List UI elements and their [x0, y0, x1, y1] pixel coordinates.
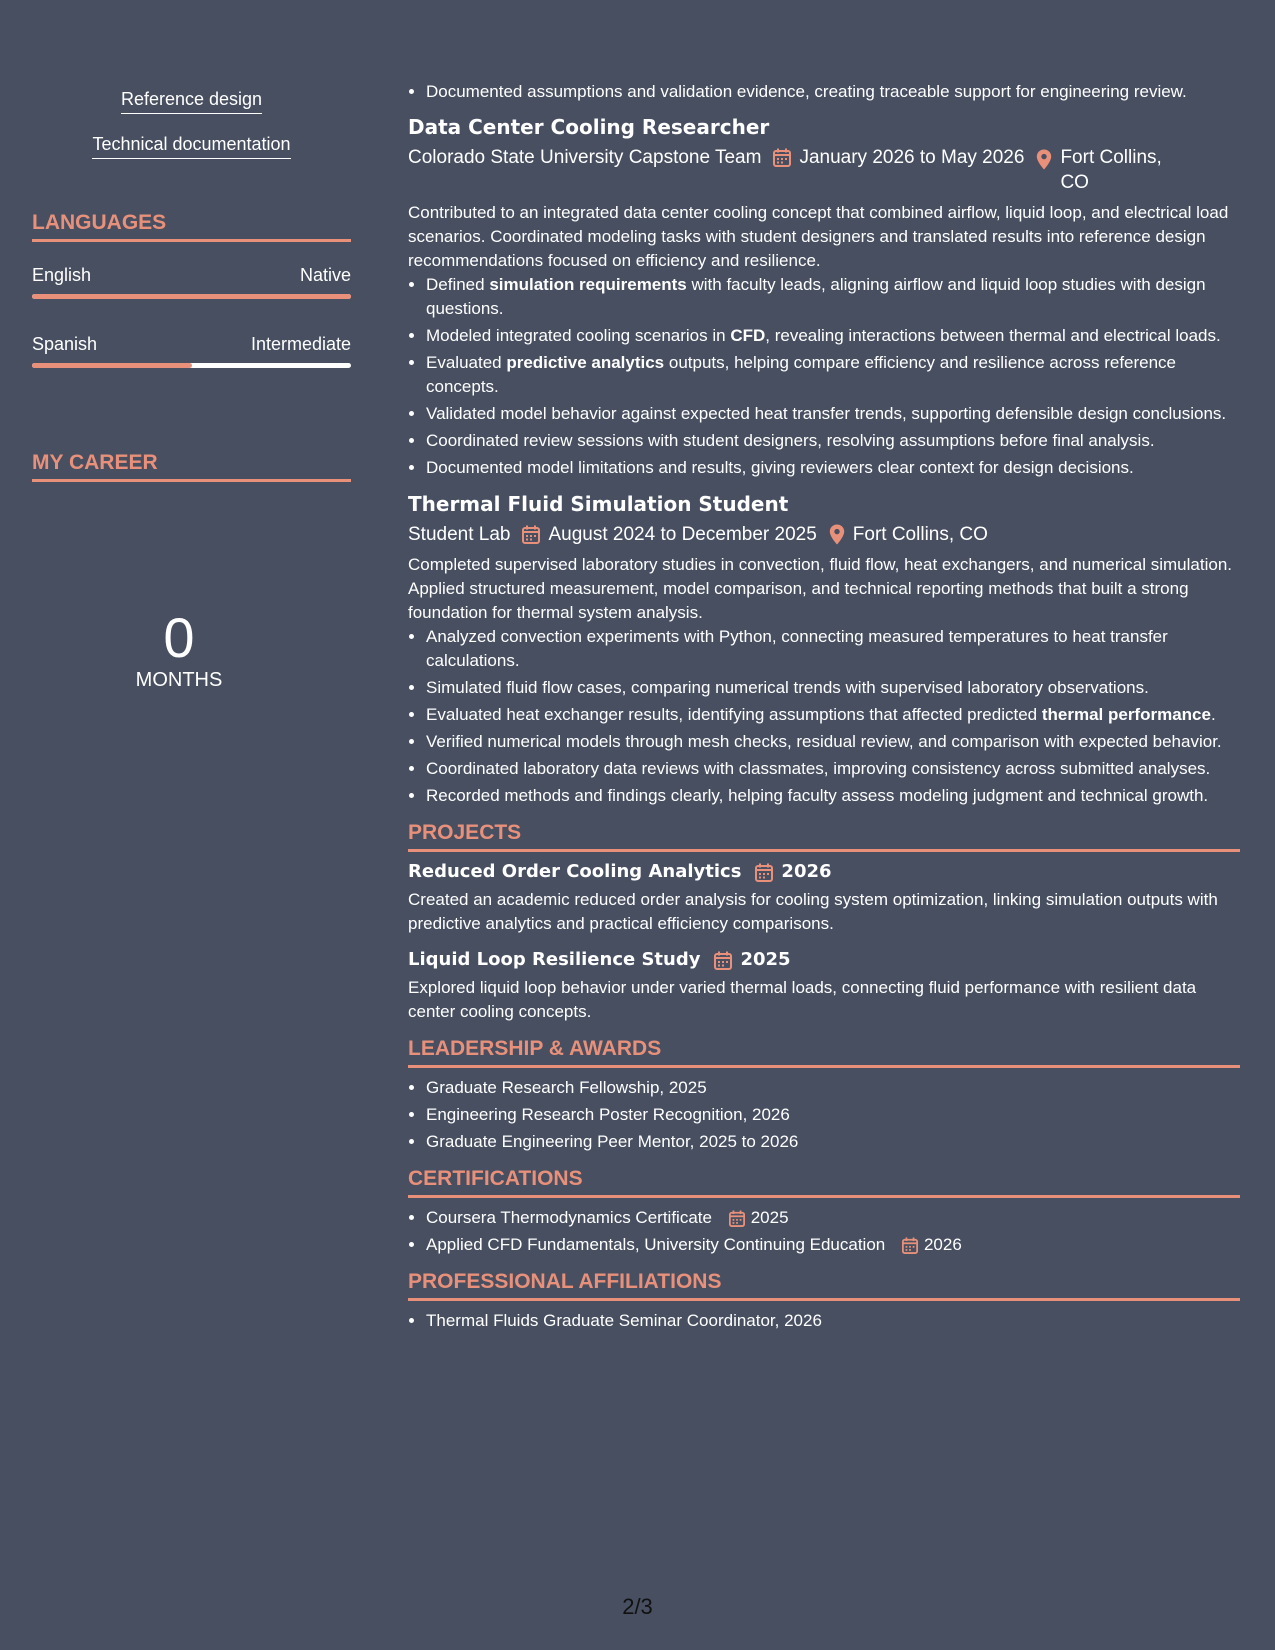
list-item: • Evaluated heat exchanger results, identifying assumptions that affected predicted thermal performance.: [426, 703, 1240, 727]
job-entry: [408, 491, 1240, 808]
certification-year: 2026: [923, 1235, 962, 1254]
certifications-section: [408, 1166, 1240, 1257]
job-bullets: [408, 625, 1240, 808]
emphasis: simulation requirements: [489, 275, 687, 294]
language-item: [32, 264, 351, 299]
emphasis: predictive analytics: [506, 353, 665, 372]
calendar-icon: [773, 145, 791, 170]
list-item: • Modeled integrated cooling scenarios in CFD, revealing interactions between thermal and electrical loads.: [426, 324, 1240, 348]
affiliations-heading: PROFESSIONAL AFFILIATIONS: [408, 1269, 1240, 1301]
project-description: Explored liquid loop behavior under varied thermal loads, connecting fluid performance with resilient data center cooling concepts.: [408, 978, 1197, 1021]
calendar-icon: [714, 948, 732, 972]
language-name: English: [32, 265, 92, 285]
projects-section: [408, 820, 1240, 1024]
project-title: Liquid Loop Resilience Study: [408, 949, 701, 970]
list-item: • Documented assumptions and validation evidence, creating traceable support for engineering review.: [426, 80, 1240, 104]
list-item: • Simulated fluid flow cases, comparing numerical trends with supervised laboratory observations.: [426, 676, 1240, 700]
location-pin-icon: [829, 522, 845, 547]
job-meta: [408, 145, 1240, 195]
job-bullets: [408, 273, 1240, 480]
list-item: • Verified numerical models through mesh checks, residual review, and comparison with expected behavior.: [426, 730, 1240, 754]
languages-heading: LANGUAGES: [32, 211, 351, 242]
job-location: Fort Collins, CO: [829, 522, 988, 547]
awards-list: [408, 1076, 1240, 1154]
career-number: 0: [163, 606, 195, 669]
affiliations-section: [408, 1269, 1240, 1333]
job-dates: January 2026 to May 2026: [773, 145, 1024, 170]
skill-tag: Technical documentation: [32, 133, 351, 159]
job-entry: [408, 114, 1240, 480]
certifications-list: [408, 1206, 1240, 1257]
language-level: Intermediate: [250, 334, 351, 354]
languages-section: [32, 211, 351, 368]
project-year: 2025: [740, 949, 791, 970]
calendar-icon: [522, 522, 540, 547]
job-title: Data Center Cooling Researcher: [408, 115, 770, 139]
job-summary: Completed supervised laboratory studies in convection, fluid flow, heat exchangers, and numerical simulation. Applied structured measurement, model comparison, and technical reporting methods that built a strong foundation for thermal system analysis.: [408, 555, 1233, 622]
job-dates: August 2024 to December 2025: [522, 522, 816, 547]
location-pin-icon: [1036, 147, 1052, 172]
certifications-heading: CERTIFICATIONS: [408, 1166, 1240, 1198]
job-title: Thermal Fluid Simulation Student: [408, 492, 789, 516]
project-title: Reduced Order Cooling Analytics: [408, 861, 742, 882]
language-level: Native: [299, 265, 351, 285]
career-heading: MY CAREER: [32, 451, 351, 482]
project-entry: [408, 948, 1240, 1024]
list-item: • Graduate Research Fellowship, 2025: [426, 1076, 1240, 1100]
job-company: Colorado State University Capstone Team: [408, 147, 762, 168]
language-proficiency-bar: [32, 363, 351, 368]
language-name: Spanish: [32, 334, 98, 354]
list-item: [426, 1233, 1240, 1257]
awards-section: [408, 1036, 1240, 1154]
job-location: Fort Collins, CO: [1036, 145, 1176, 195]
calendar-icon: [902, 1233, 918, 1257]
list-item: • Recorded methods and findings clearly, helping faculty assess modeling judgment and technical growth.: [426, 784, 1240, 808]
project-year: 2026: [781, 861, 832, 882]
career-section: [32, 451, 351, 482]
list-item: [426, 1206, 1240, 1230]
certification-name: Coursera Thermodynamics Certificate: [426, 1208, 712, 1227]
job-company: Student Lab: [408, 524, 511, 545]
list-item: • Coordinated laboratory data reviews with classmates, improving consistency across submitted analyses.: [426, 757, 1240, 781]
job-summary: Contributed to an integrated data center cooling concept that combined airflow, liquid loop, and electrical load scenarios. Coordinated modeling tasks with student designers and translated results into reference design recommendations focused on efficiency and resilience.: [408, 203, 1229, 270]
carryover-bullets: [408, 80, 1240, 104]
certification-year: 2025: [750, 1208, 789, 1227]
awards-heading: LEADERSHIP & AWARDS: [408, 1036, 1240, 1068]
certification-name: Applied CFD Fundamentals, University Continuing Education: [426, 1235, 886, 1254]
list-item: • Engineering Research Poster Recognition, 2026: [426, 1103, 1240, 1127]
career-duration: [32, 606, 326, 692]
list-item: • Validated model behavior against expected heat transfer trends, supporting defensible design conclusions.: [426, 402, 1240, 426]
proficiency-fill: [32, 294, 351, 299]
list-item: • Coordinated review sessions with student designers, resolving assumptions before final analysis.: [426, 429, 1240, 453]
job-meta: [408, 522, 1240, 547]
language-item: [32, 333, 351, 368]
emphasis: CFD: [730, 326, 766, 345]
list-item: • Analyzed convection experiments with Python, connecting measured temperatures to heat transfer calculations.: [426, 625, 1240, 673]
calendar-icon: [729, 1206, 745, 1230]
list-item: • Documented model limitations and results, giving reviewers clear context for design decisions.: [426, 456, 1240, 480]
skills-list: [32, 88, 351, 159]
project-entry: [408, 860, 1240, 936]
proficiency-fill: [32, 363, 192, 368]
skill-tag: Reference design: [32, 88, 351, 133]
list-item: • Defined simulation requirements with faculty leads, aligning airflow and liquid loop studies with design questions.: [426, 273, 1240, 321]
list-item: • Thermal Fluids Graduate Seminar Coordinator, 2026: [426, 1309, 1240, 1333]
affiliations-list: [408, 1309, 1240, 1333]
calendar-icon: [755, 860, 773, 884]
career-unit: MONTHS: [135, 669, 223, 691]
project-description: Created an academic reduced order analysis for cooling system optimization, linking simulation outputs with predictive analytics and practical efficiency comparisons.: [408, 890, 1218, 933]
list-item: • Evaluated predictive analytics outputs, helping compare efficiency and resilience across reference concepts.: [426, 351, 1240, 399]
projects-heading: PROJECTS: [408, 820, 1240, 852]
language-proficiency-bar: [32, 294, 351, 299]
emphasis: thermal performance: [1041, 705, 1211, 724]
page-number: 2/3: [622, 1594, 653, 1619]
list-item: • Graduate Engineering Peer Mentor, 2025 to 2026: [426, 1130, 1240, 1154]
